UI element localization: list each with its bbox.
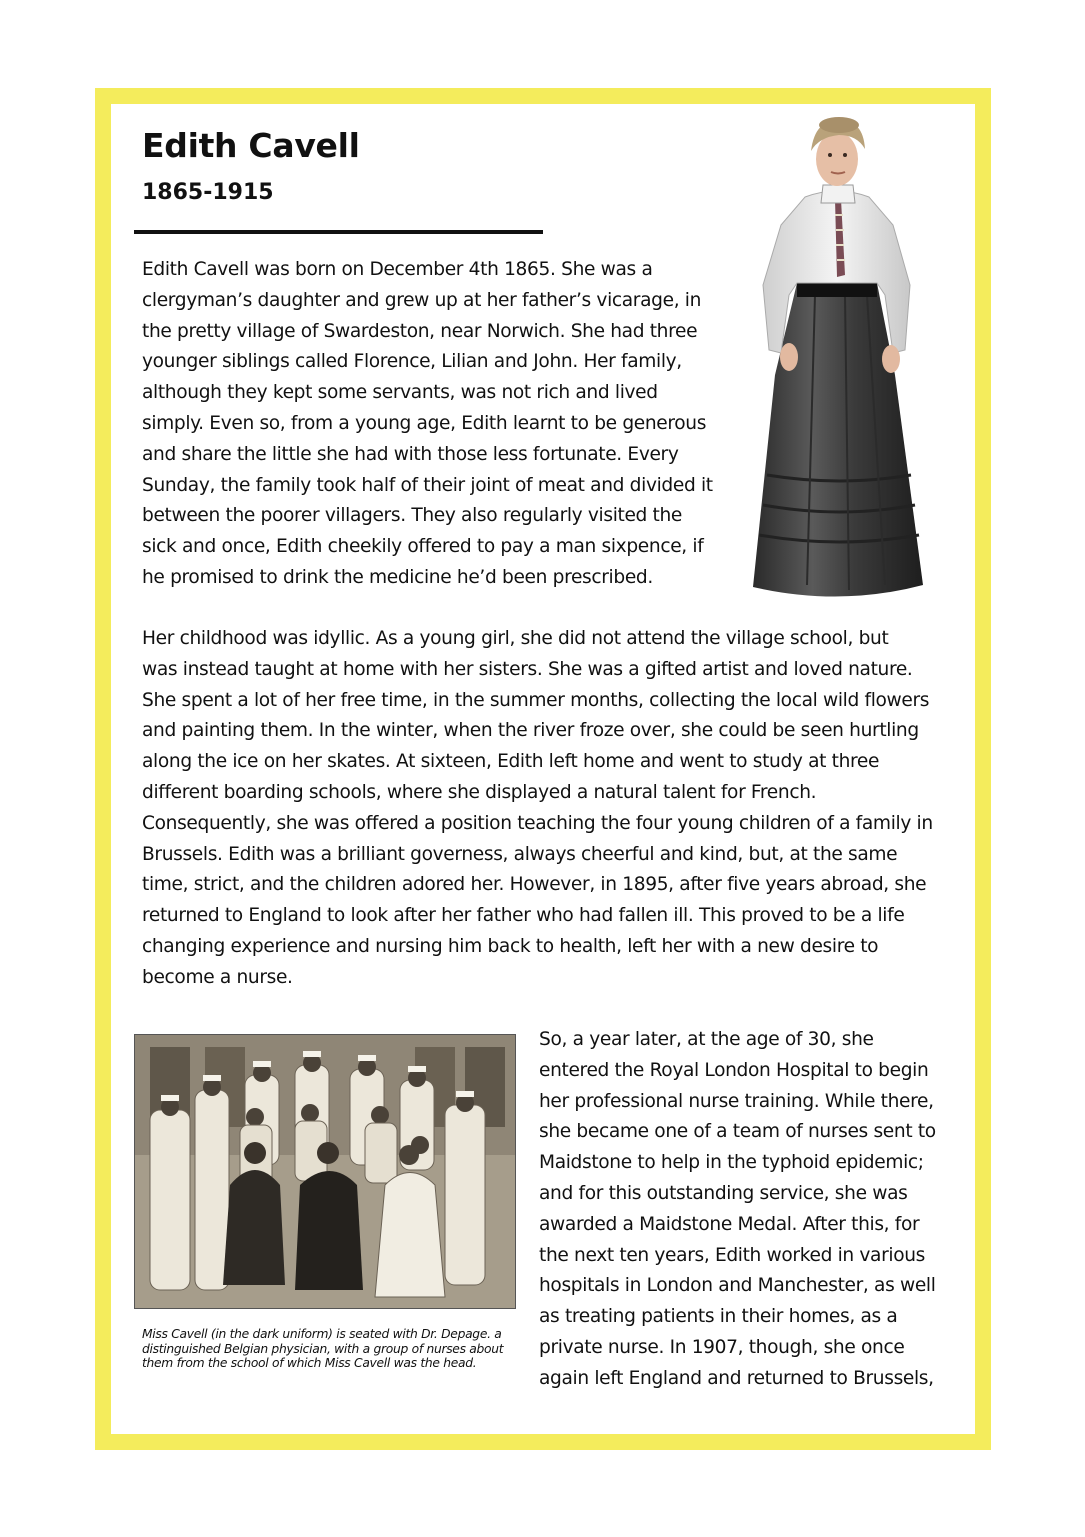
text-line: and for this outstanding service, she was <box>539 1182 908 1204</box>
photo-caption: Miss Cavell (in the dark uniform) is seated with Dr. Depage. a distinguished Belgian physician, with a group of nurses about them from the school of which Miss Cavell was the head. <box>142 1327 504 1370</box>
text-line: She spent a lot of her free time, in the summer months, collecting the local wild flowers <box>142 689 930 711</box>
title-divider <box>134 230 543 234</box>
text-line: and share the little she had with those less fortunate. Every <box>142 443 679 465</box>
text-line: Brussels. Edith was a brilliant governess, always cheerful and kind, but, at the same <box>142 843 898 865</box>
text-line: along the ice on her skates. At sixteen, Edith left home and went to study at three <box>142 751 880 773</box>
text-line: and painting them. In the winter, when the river froze over, she could be seen hurtling <box>142 720 919 742</box>
text-line: clergyman’s daughter and grew up at her father’s vicarage, in <box>142 289 702 311</box>
page-title: Edith Cavell <box>142 126 360 165</box>
edith-cavell-portrait-illustration <box>745 115 935 605</box>
nurses-group-photo <box>134 1034 516 1309</box>
paragraph-childhood <box>142 624 954 994</box>
text-line: her professional nurse training. While there, <box>539 1090 934 1112</box>
text-line: awarded a Maidstone Medal. After this, for <box>539 1213 920 1235</box>
text-line: hospitals in London and Manchester, as well <box>539 1275 936 1297</box>
text-line: Edith Cavell was born on December 4th 1865. She was a <box>142 259 653 280</box>
text-line: younger siblings called Florence, Lilian and John. Her family, <box>142 351 682 373</box>
text-line: time, strict, and the children adored her. However, in 1895, after five years abroad, she <box>142 874 927 896</box>
text-line: the next ten years, Edith worked in various <box>539 1244 925 1266</box>
text-line: simply. Even so, from a young age, Edith learnt to be generous <box>142 412 707 434</box>
text-line: entered the Royal London Hospital to begin <box>539 1059 929 1081</box>
text-line: sick and once, Edith cheekily offered to pay a man sixpence, if <box>142 536 704 558</box>
text-line: between the poorer villagers. They also regularly visited the <box>142 505 683 527</box>
text-line: Consequently, she was offered a position teaching the four young children of a family in <box>142 812 933 834</box>
text-line: become a nurse. <box>142 966 293 988</box>
text-line: she became one of a team of nurses sent to <box>539 1121 936 1143</box>
group-photo-drawing <box>135 1035 516 1309</box>
text-line: different boarding schools, where she displayed a natural talent for French. <box>142 781 817 803</box>
text-line: So, a year later, at the age of 30, she <box>539 1029 874 1050</box>
life-dates: 1865-1915 <box>142 180 274 205</box>
text-line: the pretty village of Swardeston, near Norwich. She had three <box>142 320 698 342</box>
text-line: changing experience and nursing him back to health, left her with a new desire to <box>142 935 879 957</box>
text-line: Maidstone to help in the typhoid epidemic; <box>539 1152 924 1174</box>
text-line: although they kept some servants, was not rich and lived <box>142 382 658 404</box>
text-line: again left England and returned to Brussels, <box>539 1367 934 1389</box>
text-line: returned to England to look after her father who had fallen ill. This proved to be a life <box>142 905 905 927</box>
text-line: he promised to drink the medicine he’d been prescribed. <box>142 566 653 588</box>
text-line: Her childhood was idyllic. As a young girl, she did not attend the village school, but <box>142 628 889 649</box>
text-line: was instead taught at home with her sisters. She was a gifted artist and loved nature. <box>142 658 913 680</box>
text-line: as treating patients in their homes, as a <box>539 1306 898 1328</box>
text-line: private nurse. In 1907, though, she once <box>539 1336 905 1358</box>
paragraph-early-life <box>142 255 742 594</box>
paragraph-nurse-training <box>539 1025 959 1395</box>
text-line: Sunday, the family took half of their joint of meat and divided it <box>142 474 713 496</box>
